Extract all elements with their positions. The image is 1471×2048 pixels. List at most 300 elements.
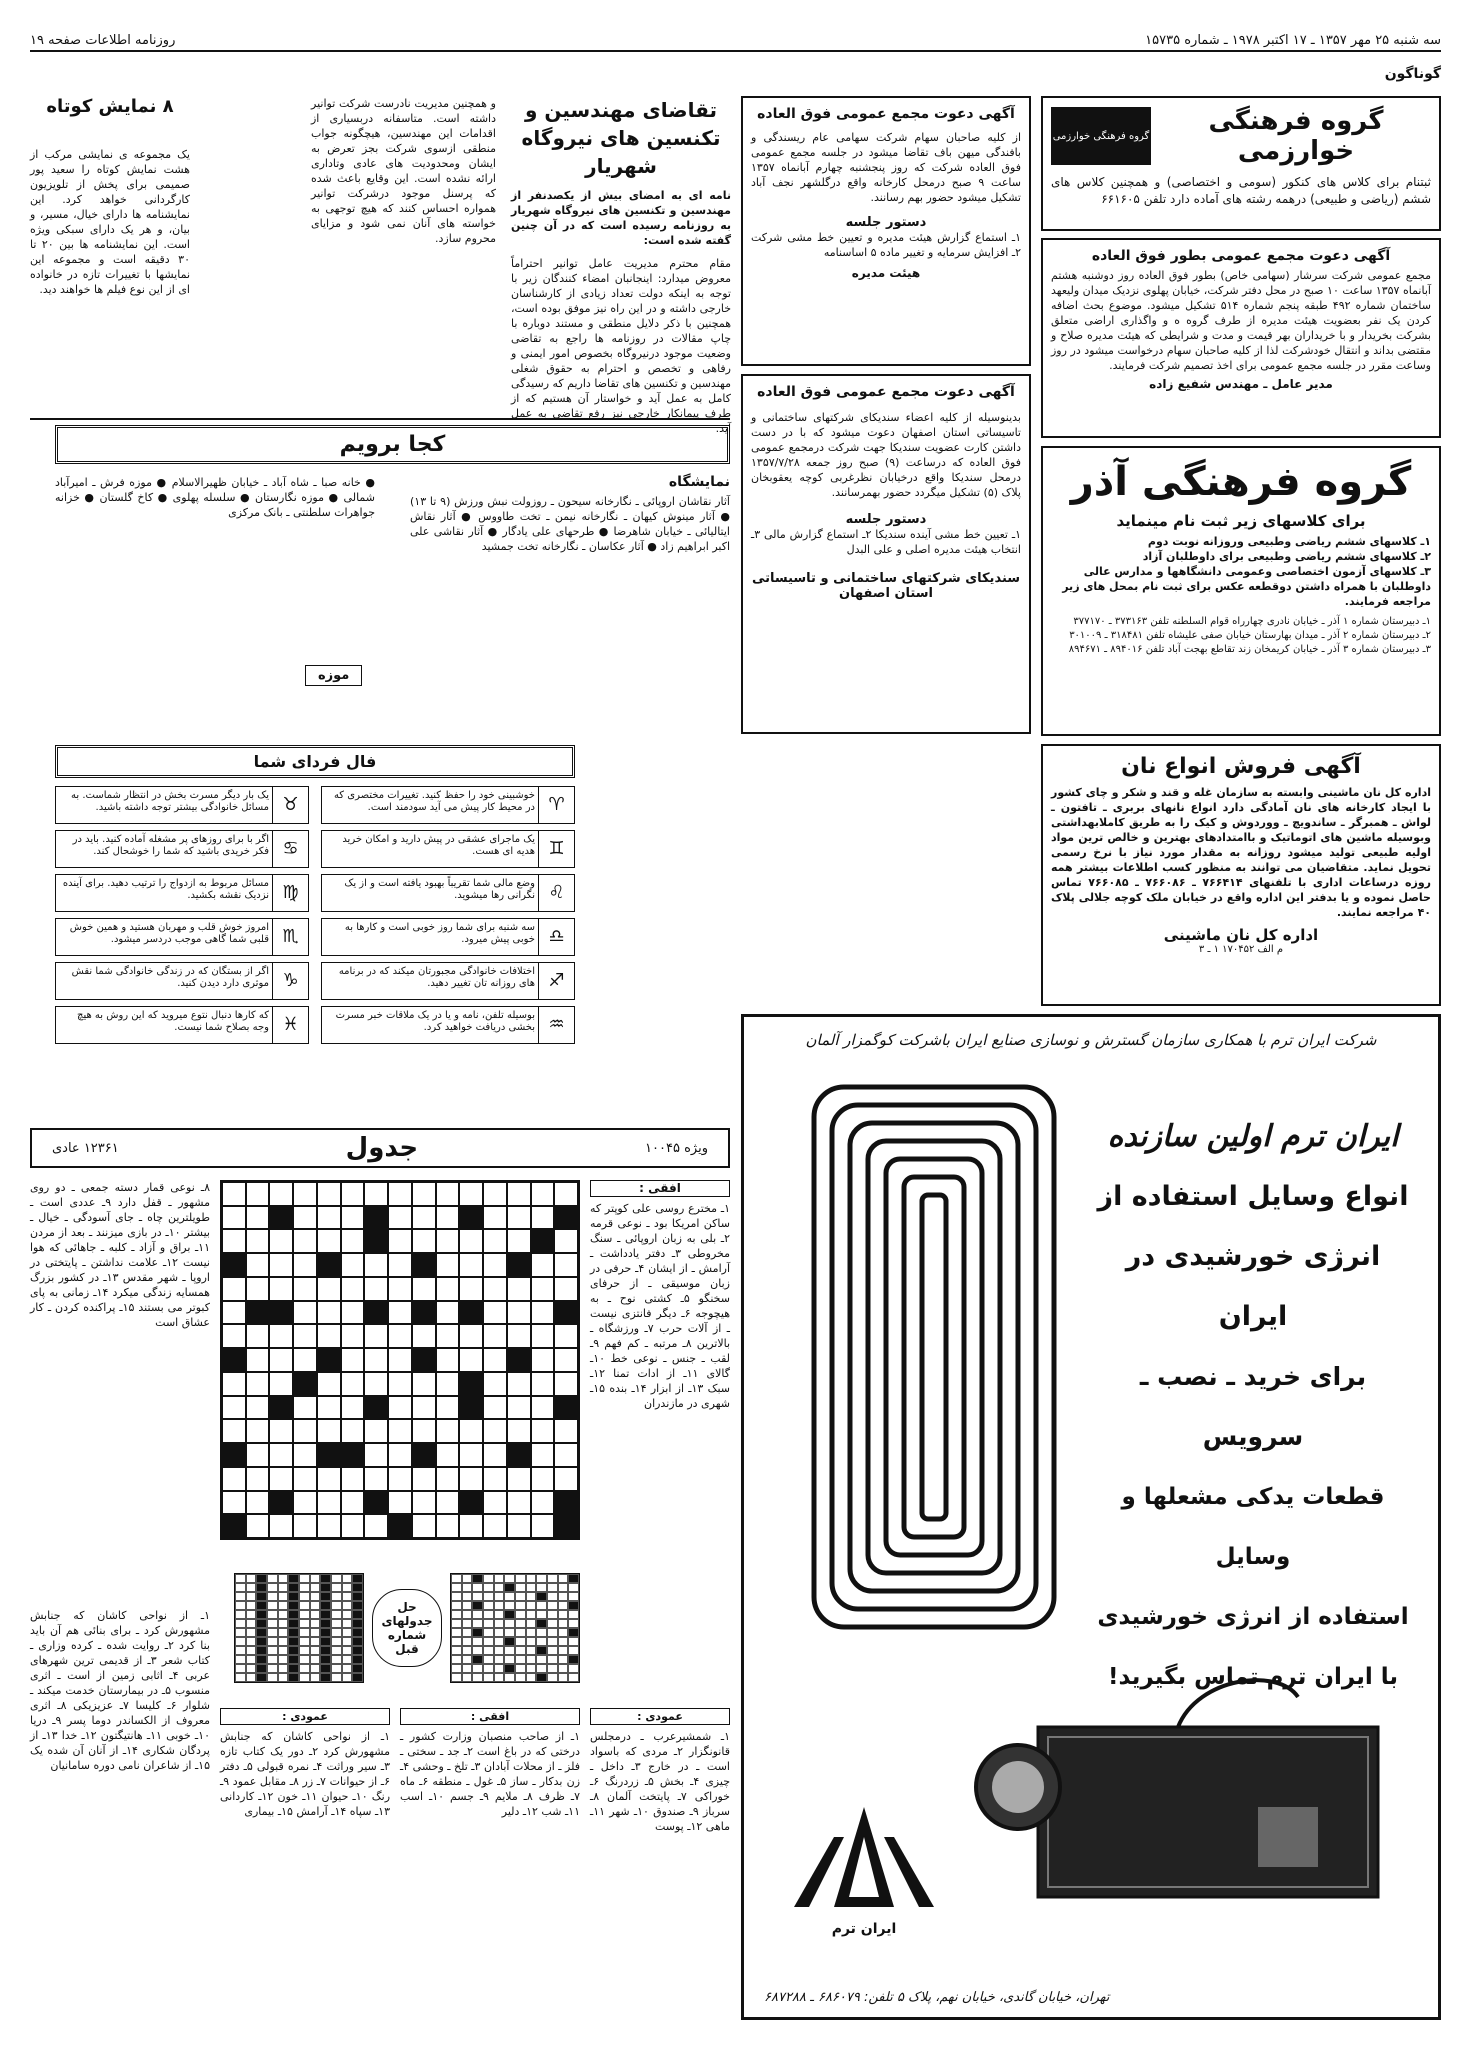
crossword-cell[interactable] bbox=[293, 1372, 317, 1396]
crossword-cell[interactable] bbox=[554, 1491, 578, 1515]
crossword-cell[interactable] bbox=[436, 1182, 460, 1206]
crossword-cell[interactable] bbox=[222, 1182, 246, 1206]
crossword-cell[interactable] bbox=[436, 1301, 460, 1325]
crossword-cell[interactable] bbox=[531, 1253, 555, 1277]
crossword-cell[interactable] bbox=[507, 1253, 531, 1277]
crossword-cell[interactable] bbox=[531, 1514, 555, 1538]
crossword-cell[interactable] bbox=[364, 1514, 388, 1538]
crossword-cell[interactable] bbox=[436, 1372, 460, 1396]
crossword-cell[interactable] bbox=[436, 1206, 460, 1230]
crossword-cell[interactable] bbox=[341, 1301, 365, 1325]
crossword-cell[interactable] bbox=[246, 1443, 270, 1467]
fal-text: اختلافات خانوادگی مجبورتان میکند که در برنامه های روزانه تان تغییر دهید. bbox=[338, 966, 535, 989]
crossword-cell[interactable] bbox=[317, 1514, 341, 1538]
solution-cell bbox=[352, 1610, 363, 1619]
solution-cell bbox=[331, 1646, 342, 1655]
crossword-cell[interactable] bbox=[436, 1491, 460, 1515]
crossword-cell[interactable] bbox=[459, 1396, 483, 1420]
crossword-cell[interactable] bbox=[246, 1324, 270, 1348]
solution-cell bbox=[299, 1655, 310, 1664]
crossword-cell[interactable] bbox=[554, 1253, 578, 1277]
crossword-cell[interactable] bbox=[317, 1229, 341, 1253]
crossword-cell[interactable] bbox=[341, 1396, 365, 1420]
solution-cell bbox=[526, 1646, 537, 1655]
crossword-cell[interactable] bbox=[554, 1419, 578, 1443]
crossword-cell[interactable] bbox=[531, 1348, 555, 1372]
crossword-cell[interactable] bbox=[317, 1253, 341, 1277]
crossword-cell[interactable] bbox=[483, 1491, 507, 1515]
crossword-special-num: ۱۰۰۴۵ bbox=[645, 1140, 680, 1156]
crossword-cell[interactable] bbox=[293, 1253, 317, 1277]
crossword-number-value: ۱۲۳۶۱ bbox=[83, 1140, 119, 1156]
crossword-cell[interactable] bbox=[412, 1182, 436, 1206]
solution-cell bbox=[331, 1673, 342, 1682]
kojaberavim-title: کجا برویم bbox=[339, 432, 446, 457]
fal-card bbox=[55, 786, 309, 824]
crossword-cell[interactable] bbox=[507, 1491, 531, 1515]
azar-item: ۲ـ کلاسهای ششم ریاضی وطبیعی برای داوطلبان آزاد bbox=[1142, 550, 1431, 563]
crossword-cell[interactable] bbox=[507, 1206, 531, 1230]
solution-cell bbox=[515, 1673, 526, 1682]
crossword-cell[interactable] bbox=[269, 1491, 293, 1515]
solution-cell bbox=[256, 1619, 267, 1628]
crossword-cell[interactable] bbox=[269, 1443, 293, 1467]
solution-cell bbox=[278, 1637, 289, 1646]
crossword-cell[interactable] bbox=[269, 1514, 293, 1538]
crossword-cell[interactable] bbox=[364, 1491, 388, 1515]
crossword-cell[interactable] bbox=[388, 1301, 412, 1325]
solution-cell bbox=[568, 1664, 579, 1673]
crossword-cell[interactable] bbox=[246, 1419, 270, 1443]
crossword-cell[interactable] bbox=[317, 1348, 341, 1372]
solution-cell bbox=[472, 1637, 483, 1646]
crossword-cell[interactable] bbox=[246, 1491, 270, 1515]
crossword-cell[interactable] bbox=[269, 1277, 293, 1301]
crossword-cell[interactable] bbox=[293, 1514, 317, 1538]
crossword-cell[interactable] bbox=[364, 1229, 388, 1253]
crossword-cell[interactable] bbox=[436, 1253, 460, 1277]
crossword-cell[interactable] bbox=[317, 1443, 341, 1467]
crossword-cell[interactable] bbox=[554, 1514, 578, 1538]
page-number: روزنامه اطلاعات صفحه ۱۹ bbox=[30, 32, 176, 48]
solution-cell bbox=[494, 1664, 505, 1673]
crossword-cell[interactable] bbox=[317, 1206, 341, 1230]
crossword-cell[interactable] bbox=[293, 1229, 317, 1253]
crossword-cell[interactable] bbox=[364, 1324, 388, 1348]
crossword-cell[interactable] bbox=[507, 1324, 531, 1348]
crossword-cell[interactable] bbox=[269, 1229, 293, 1253]
zodiac-taurus-icon: ♉ bbox=[272, 787, 308, 823]
kharazmi-title: گروه فرهنگی خوارزمی bbox=[1208, 106, 1384, 166]
crossword-cell[interactable] bbox=[459, 1206, 483, 1230]
crossword-cell[interactable] bbox=[222, 1324, 246, 1348]
crossword-cell[interactable] bbox=[483, 1182, 507, 1206]
crossword-cell[interactable] bbox=[388, 1514, 412, 1538]
crossword-cell[interactable] bbox=[293, 1324, 317, 1348]
crossword-cell[interactable] bbox=[293, 1467, 317, 1491]
crossword-cell[interactable] bbox=[459, 1443, 483, 1467]
crossword-cell[interactable] bbox=[341, 1324, 365, 1348]
solution-cell bbox=[235, 1592, 246, 1601]
crossword-cell[interactable] bbox=[412, 1514, 436, 1538]
solution-cell bbox=[451, 1619, 462, 1628]
crossword-cell[interactable] bbox=[459, 1301, 483, 1325]
crossword-cell[interactable] bbox=[507, 1419, 531, 1443]
crossword-cell[interactable] bbox=[246, 1229, 270, 1253]
crossword-cell[interactable] bbox=[388, 1443, 412, 1467]
crossword-cell[interactable] bbox=[317, 1301, 341, 1325]
crossword-cell[interactable] bbox=[412, 1277, 436, 1301]
crossword-cell[interactable] bbox=[531, 1206, 555, 1230]
across-title: افقی : bbox=[590, 1180, 730, 1197]
crossword-cell[interactable] bbox=[412, 1206, 436, 1230]
crossword-cell[interactable] bbox=[222, 1206, 246, 1230]
crossword-cell[interactable] bbox=[317, 1467, 341, 1491]
solution-cell bbox=[568, 1637, 579, 1646]
crossword-cell[interactable] bbox=[436, 1348, 460, 1372]
notice-syndicate-title: آگهی دعوت مجمع عمومی فوق العاده bbox=[757, 384, 1015, 400]
crossword-cell[interactable] bbox=[364, 1372, 388, 1396]
crossword-cell[interactable] bbox=[483, 1514, 507, 1538]
crossword-cell[interactable] bbox=[293, 1182, 317, 1206]
crossword-cell[interactable] bbox=[412, 1229, 436, 1253]
solution-cell bbox=[352, 1628, 363, 1637]
crossword-cell[interactable] bbox=[246, 1372, 270, 1396]
crossword-cell[interactable] bbox=[341, 1229, 365, 1253]
crossword-cell[interactable] bbox=[364, 1467, 388, 1491]
crossword-special-label: ویژه bbox=[684, 1140, 708, 1156]
solution-cell bbox=[267, 1628, 278, 1637]
solution-cell bbox=[310, 1646, 321, 1655]
solution-cell bbox=[331, 1601, 342, 1610]
zodiac-pisces-icon: ♓ bbox=[272, 1007, 308, 1043]
crossword-cell[interactable] bbox=[554, 1443, 578, 1467]
crossword-cell[interactable] bbox=[507, 1443, 531, 1467]
crossword-cell[interactable] bbox=[554, 1467, 578, 1491]
crossword-cell[interactable] bbox=[293, 1301, 317, 1325]
solution-cell bbox=[288, 1637, 299, 1646]
fal-card bbox=[321, 830, 575, 868]
down-text: ۱ـ از نواحی کاشان که جنابش مشهورش کرد ۲ـ دور یک کتاب تازه ۳ـ سیر وراثت ۴ـ نمره قبولی ۵ـ دفتر ۶ـ از حیوانات ۷ـ زر ۸ـ مقابل عمود ۹ـ رنگ ۱۰ـ حیوان ۱۱ـ خون ۱۲ـ کاردانی ۱۳ـ سپاه ۱۴ـ آرامش ۱۵ـ بیماری bbox=[220, 1730, 391, 1818]
solution-cell bbox=[526, 1637, 537, 1646]
solution-cell bbox=[331, 1592, 342, 1601]
crossword-cell[interactable] bbox=[531, 1396, 555, 1420]
crossword-cell[interactable] bbox=[293, 1419, 317, 1443]
azar-subtitle: برای کلاسهای زیر ثبت نام مینماید bbox=[1116, 512, 1366, 530]
crossword-cell[interactable] bbox=[222, 1229, 246, 1253]
solution-cell bbox=[352, 1646, 363, 1655]
crossword-cell[interactable] bbox=[459, 1324, 483, 1348]
crossword-cell[interactable] bbox=[222, 1467, 246, 1491]
crossword-special bbox=[645, 1141, 708, 1156]
crossword-cell[interactable] bbox=[459, 1372, 483, 1396]
crossword-cell[interactable] bbox=[269, 1467, 293, 1491]
crossword-cell[interactable] bbox=[341, 1514, 365, 1538]
notice-mihanbaf-agenda: ۱ـ استماع گزارش هیئت مدیره و تعیین خط مشی شرکت ۲ـ افزایش سرمایه و تغییر ماده ۵ اساسنامه bbox=[751, 231, 1021, 259]
crossword-cell[interactable] bbox=[531, 1324, 555, 1348]
crossword-cell[interactable] bbox=[483, 1467, 507, 1491]
crossword-cell[interactable] bbox=[317, 1277, 341, 1301]
crossword-cell[interactable] bbox=[222, 1491, 246, 1515]
crossword-cell[interactable] bbox=[364, 1301, 388, 1325]
solution-cell bbox=[472, 1646, 483, 1655]
fal-text: مسائل مربوط به ازدواج را ترتیب دهید. برای آینده نزدیک نقشه بکشید. bbox=[62, 878, 269, 901]
crossword-cell[interactable] bbox=[531, 1301, 555, 1325]
crossword-cell[interactable] bbox=[554, 1229, 578, 1253]
crossword-cell[interactable] bbox=[507, 1396, 531, 1420]
crossword-cell[interactable] bbox=[388, 1467, 412, 1491]
crossword-cell[interactable] bbox=[507, 1277, 531, 1301]
crossword-cell[interactable] bbox=[554, 1301, 578, 1325]
crossword-cell[interactable] bbox=[364, 1348, 388, 1372]
crossword-cell[interactable] bbox=[412, 1372, 436, 1396]
crossword-cell[interactable] bbox=[317, 1419, 341, 1443]
solution-cell bbox=[558, 1610, 569, 1619]
crossword-cell[interactable] bbox=[483, 1348, 507, 1372]
crossword-cell[interactable] bbox=[317, 1491, 341, 1515]
crossword-cell[interactable] bbox=[269, 1396, 293, 1420]
crossword-cell[interactable] bbox=[222, 1253, 246, 1277]
crossword-cell[interactable] bbox=[412, 1301, 436, 1325]
solution-cell bbox=[342, 1583, 353, 1592]
down-title: عمودی : bbox=[220, 1708, 390, 1725]
crossword-cell[interactable] bbox=[317, 1324, 341, 1348]
crossword-cell[interactable] bbox=[388, 1324, 412, 1348]
crossword-cell[interactable] bbox=[412, 1419, 436, 1443]
crossword-cell[interactable] bbox=[412, 1491, 436, 1515]
crossword-cell[interactable] bbox=[293, 1396, 317, 1420]
crossword-cell[interactable] bbox=[531, 1491, 555, 1515]
crossword-cell[interactable] bbox=[531, 1182, 555, 1206]
crossword-cell[interactable] bbox=[554, 1396, 578, 1420]
crossword-cell[interactable] bbox=[222, 1348, 246, 1372]
crossword-cell[interactable] bbox=[483, 1443, 507, 1467]
crossword-cell[interactable] bbox=[554, 1206, 578, 1230]
crossword-cell[interactable] bbox=[388, 1277, 412, 1301]
crossword-cell[interactable] bbox=[293, 1348, 317, 1372]
crossword-cell[interactable] bbox=[436, 1514, 460, 1538]
solution-cell bbox=[310, 1619, 321, 1628]
crossword-cell[interactable] bbox=[246, 1253, 270, 1277]
crossword-cell[interactable] bbox=[483, 1372, 507, 1396]
crossword-cell[interactable] bbox=[388, 1348, 412, 1372]
crossword-cell[interactable] bbox=[246, 1206, 270, 1230]
crossword-cell[interactable] bbox=[436, 1396, 460, 1420]
crossword-cell[interactable] bbox=[246, 1182, 270, 1206]
solution-cell bbox=[278, 1574, 289, 1583]
crossword-cell[interactable] bbox=[269, 1324, 293, 1348]
crossword-cell[interactable] bbox=[531, 1419, 555, 1443]
crossword-cell[interactable] bbox=[483, 1277, 507, 1301]
solution-cell bbox=[331, 1628, 342, 1637]
crossword-cell[interactable] bbox=[269, 1348, 293, 1372]
crossword-cell[interactable] bbox=[483, 1206, 507, 1230]
solution-cell bbox=[472, 1664, 483, 1673]
solution-cell bbox=[462, 1628, 473, 1637]
crossword-cell[interactable] bbox=[483, 1253, 507, 1277]
crossword-cell[interactable] bbox=[222, 1372, 246, 1396]
crossword-cell[interactable] bbox=[507, 1301, 531, 1325]
crossword-cell[interactable] bbox=[246, 1467, 270, 1491]
crossword-cell[interactable] bbox=[364, 1396, 388, 1420]
solution-cell bbox=[288, 1628, 299, 1637]
solution-cell bbox=[504, 1583, 515, 1592]
crossword-cell[interactable] bbox=[554, 1372, 578, 1396]
crossword-cell[interactable] bbox=[246, 1277, 270, 1301]
crossword-cell[interactable] bbox=[436, 1324, 460, 1348]
solution-cell bbox=[547, 1628, 558, 1637]
solution-cell bbox=[278, 1583, 289, 1592]
crossword-cell[interactable] bbox=[459, 1491, 483, 1515]
crossword-down bbox=[220, 1708, 390, 2008]
fal-title: فال فردای شما bbox=[253, 752, 377, 771]
crossword-cell[interactable] bbox=[483, 1229, 507, 1253]
crossword-cell[interactable] bbox=[507, 1182, 531, 1206]
crossword-cell[interactable] bbox=[436, 1419, 460, 1443]
crossword-cell[interactable] bbox=[222, 1396, 246, 1420]
crossword-cell[interactable] bbox=[412, 1253, 436, 1277]
crossword-cell[interactable] bbox=[507, 1372, 531, 1396]
solution-cell bbox=[483, 1574, 494, 1583]
crossword-cell[interactable] bbox=[531, 1277, 555, 1301]
crossword-cell[interactable] bbox=[341, 1253, 365, 1277]
solution-cell bbox=[246, 1583, 257, 1592]
crossword-cell[interactable] bbox=[388, 1419, 412, 1443]
crossword-cell[interactable] bbox=[388, 1491, 412, 1515]
crossword-cell[interactable] bbox=[317, 1396, 341, 1420]
solution-cell bbox=[256, 1592, 267, 1601]
crossword-cell[interactable] bbox=[364, 1206, 388, 1230]
crossword-cell[interactable] bbox=[388, 1206, 412, 1230]
azar-addresses bbox=[1051, 615, 1431, 657]
crossword-cell[interactable] bbox=[293, 1206, 317, 1230]
crossword-cell[interactable] bbox=[341, 1419, 365, 1443]
crossword-cell[interactable] bbox=[436, 1277, 460, 1301]
crossword-cell[interactable] bbox=[507, 1348, 531, 1372]
crossword-cell[interactable] bbox=[412, 1324, 436, 1348]
crossword-cell[interactable] bbox=[554, 1324, 578, 1348]
crossword-cell[interactable] bbox=[364, 1253, 388, 1277]
crossword-cell[interactable] bbox=[269, 1182, 293, 1206]
crossword-cell[interactable] bbox=[341, 1348, 365, 1372]
crossword-cell[interactable] bbox=[246, 1301, 270, 1325]
crossword-cell[interactable] bbox=[459, 1182, 483, 1206]
crossword-cell[interactable] bbox=[269, 1419, 293, 1443]
crossword-cell[interactable] bbox=[459, 1277, 483, 1301]
solution-grid bbox=[450, 1573, 580, 1683]
crossword-cell[interactable] bbox=[483, 1396, 507, 1420]
crossword-cell[interactable] bbox=[293, 1491, 317, 1515]
crossword-cell[interactable] bbox=[341, 1443, 365, 1467]
crossword-cell[interactable] bbox=[246, 1348, 270, 1372]
crossword-cell[interactable] bbox=[554, 1348, 578, 1372]
crossword-cell[interactable] bbox=[531, 1467, 555, 1491]
solution-cell bbox=[246, 1655, 257, 1664]
crossword-cell[interactable] bbox=[317, 1372, 341, 1396]
crossword-cell[interactable] bbox=[246, 1514, 270, 1538]
crossword-cell[interactable] bbox=[436, 1229, 460, 1253]
crossword-cell[interactable] bbox=[269, 1253, 293, 1277]
crossword-cell[interactable] bbox=[459, 1348, 483, 1372]
solution-cell bbox=[235, 1574, 246, 1583]
crossword-cell[interactable] bbox=[554, 1277, 578, 1301]
crossword-cell[interactable] bbox=[388, 1396, 412, 1420]
solution-cell bbox=[472, 1574, 483, 1583]
solution-cell bbox=[515, 1637, 526, 1646]
crossword-cell[interactable] bbox=[364, 1419, 388, 1443]
crossword-cell[interactable] bbox=[388, 1229, 412, 1253]
crossword-cell[interactable] bbox=[459, 1514, 483, 1538]
crossword-cell[interactable] bbox=[341, 1277, 365, 1301]
crossword-cell[interactable] bbox=[341, 1491, 365, 1515]
crossword-cell[interactable] bbox=[269, 1206, 293, 1230]
crossword-cell[interactable] bbox=[459, 1229, 483, 1253]
crossword-cell[interactable] bbox=[412, 1348, 436, 1372]
crossword-cell[interactable] bbox=[507, 1467, 531, 1491]
crossword-cell[interactable] bbox=[531, 1372, 555, 1396]
crossword-cell[interactable] bbox=[364, 1182, 388, 1206]
crossword-cell[interactable] bbox=[222, 1443, 246, 1467]
page-header bbox=[30, 30, 1441, 52]
crossword-grid[interactable] bbox=[220, 1180, 580, 1540]
crossword-cell[interactable] bbox=[317, 1182, 341, 1206]
crossword-cell[interactable] bbox=[222, 1277, 246, 1301]
solution-cell bbox=[256, 1637, 267, 1646]
crossword-cell[interactable] bbox=[531, 1443, 555, 1467]
crossword-cell[interactable] bbox=[554, 1182, 578, 1206]
crossword-cell[interactable] bbox=[222, 1419, 246, 1443]
crossword-cell[interactable] bbox=[269, 1301, 293, 1325]
crossword-cell[interactable] bbox=[364, 1443, 388, 1467]
solution-cell bbox=[451, 1610, 462, 1619]
crossword-cell[interactable] bbox=[388, 1372, 412, 1396]
crossword-cell[interactable] bbox=[436, 1443, 460, 1467]
crossword-cell[interactable] bbox=[341, 1182, 365, 1206]
crossword-cell[interactable] bbox=[507, 1229, 531, 1253]
solution-cell bbox=[256, 1610, 267, 1619]
crossword-cell[interactable] bbox=[269, 1372, 293, 1396]
fal-banner bbox=[55, 745, 575, 778]
crossword-cell[interactable] bbox=[293, 1277, 317, 1301]
crossword-cell[interactable] bbox=[222, 1514, 246, 1538]
crossword-cell[interactable] bbox=[412, 1467, 436, 1491]
fal-card bbox=[321, 918, 575, 956]
crossword-cell[interactable] bbox=[246, 1396, 270, 1420]
crossword-cell[interactable] bbox=[341, 1206, 365, 1230]
crossword-cell[interactable] bbox=[531, 1229, 555, 1253]
solution-cell bbox=[267, 1592, 278, 1601]
crossword-cell[interactable] bbox=[507, 1514, 531, 1538]
crossword-cell[interactable] bbox=[341, 1372, 365, 1396]
crossword-cell[interactable] bbox=[483, 1419, 507, 1443]
crossword-cell[interactable] bbox=[459, 1467, 483, 1491]
solution-cell bbox=[288, 1601, 299, 1610]
crossword-cell[interactable] bbox=[388, 1182, 412, 1206]
crossword-cell[interactable] bbox=[459, 1419, 483, 1443]
crossword-cell[interactable] bbox=[293, 1443, 317, 1467]
crossword-cell[interactable] bbox=[412, 1396, 436, 1420]
solution-cell bbox=[278, 1628, 289, 1637]
crossword-cell[interactable] bbox=[459, 1253, 483, 1277]
crossword-cell[interactable] bbox=[388, 1253, 412, 1277]
crossword-cell[interactable] bbox=[436, 1467, 460, 1491]
crossword-cell[interactable] bbox=[483, 1301, 507, 1325]
crossword-cell[interactable] bbox=[364, 1277, 388, 1301]
crossword-cell[interactable] bbox=[341, 1467, 365, 1491]
crossword-cell[interactable] bbox=[483, 1324, 507, 1348]
crossword-cell[interactable] bbox=[222, 1301, 246, 1325]
crossword-cell[interactable] bbox=[412, 1443, 436, 1467]
